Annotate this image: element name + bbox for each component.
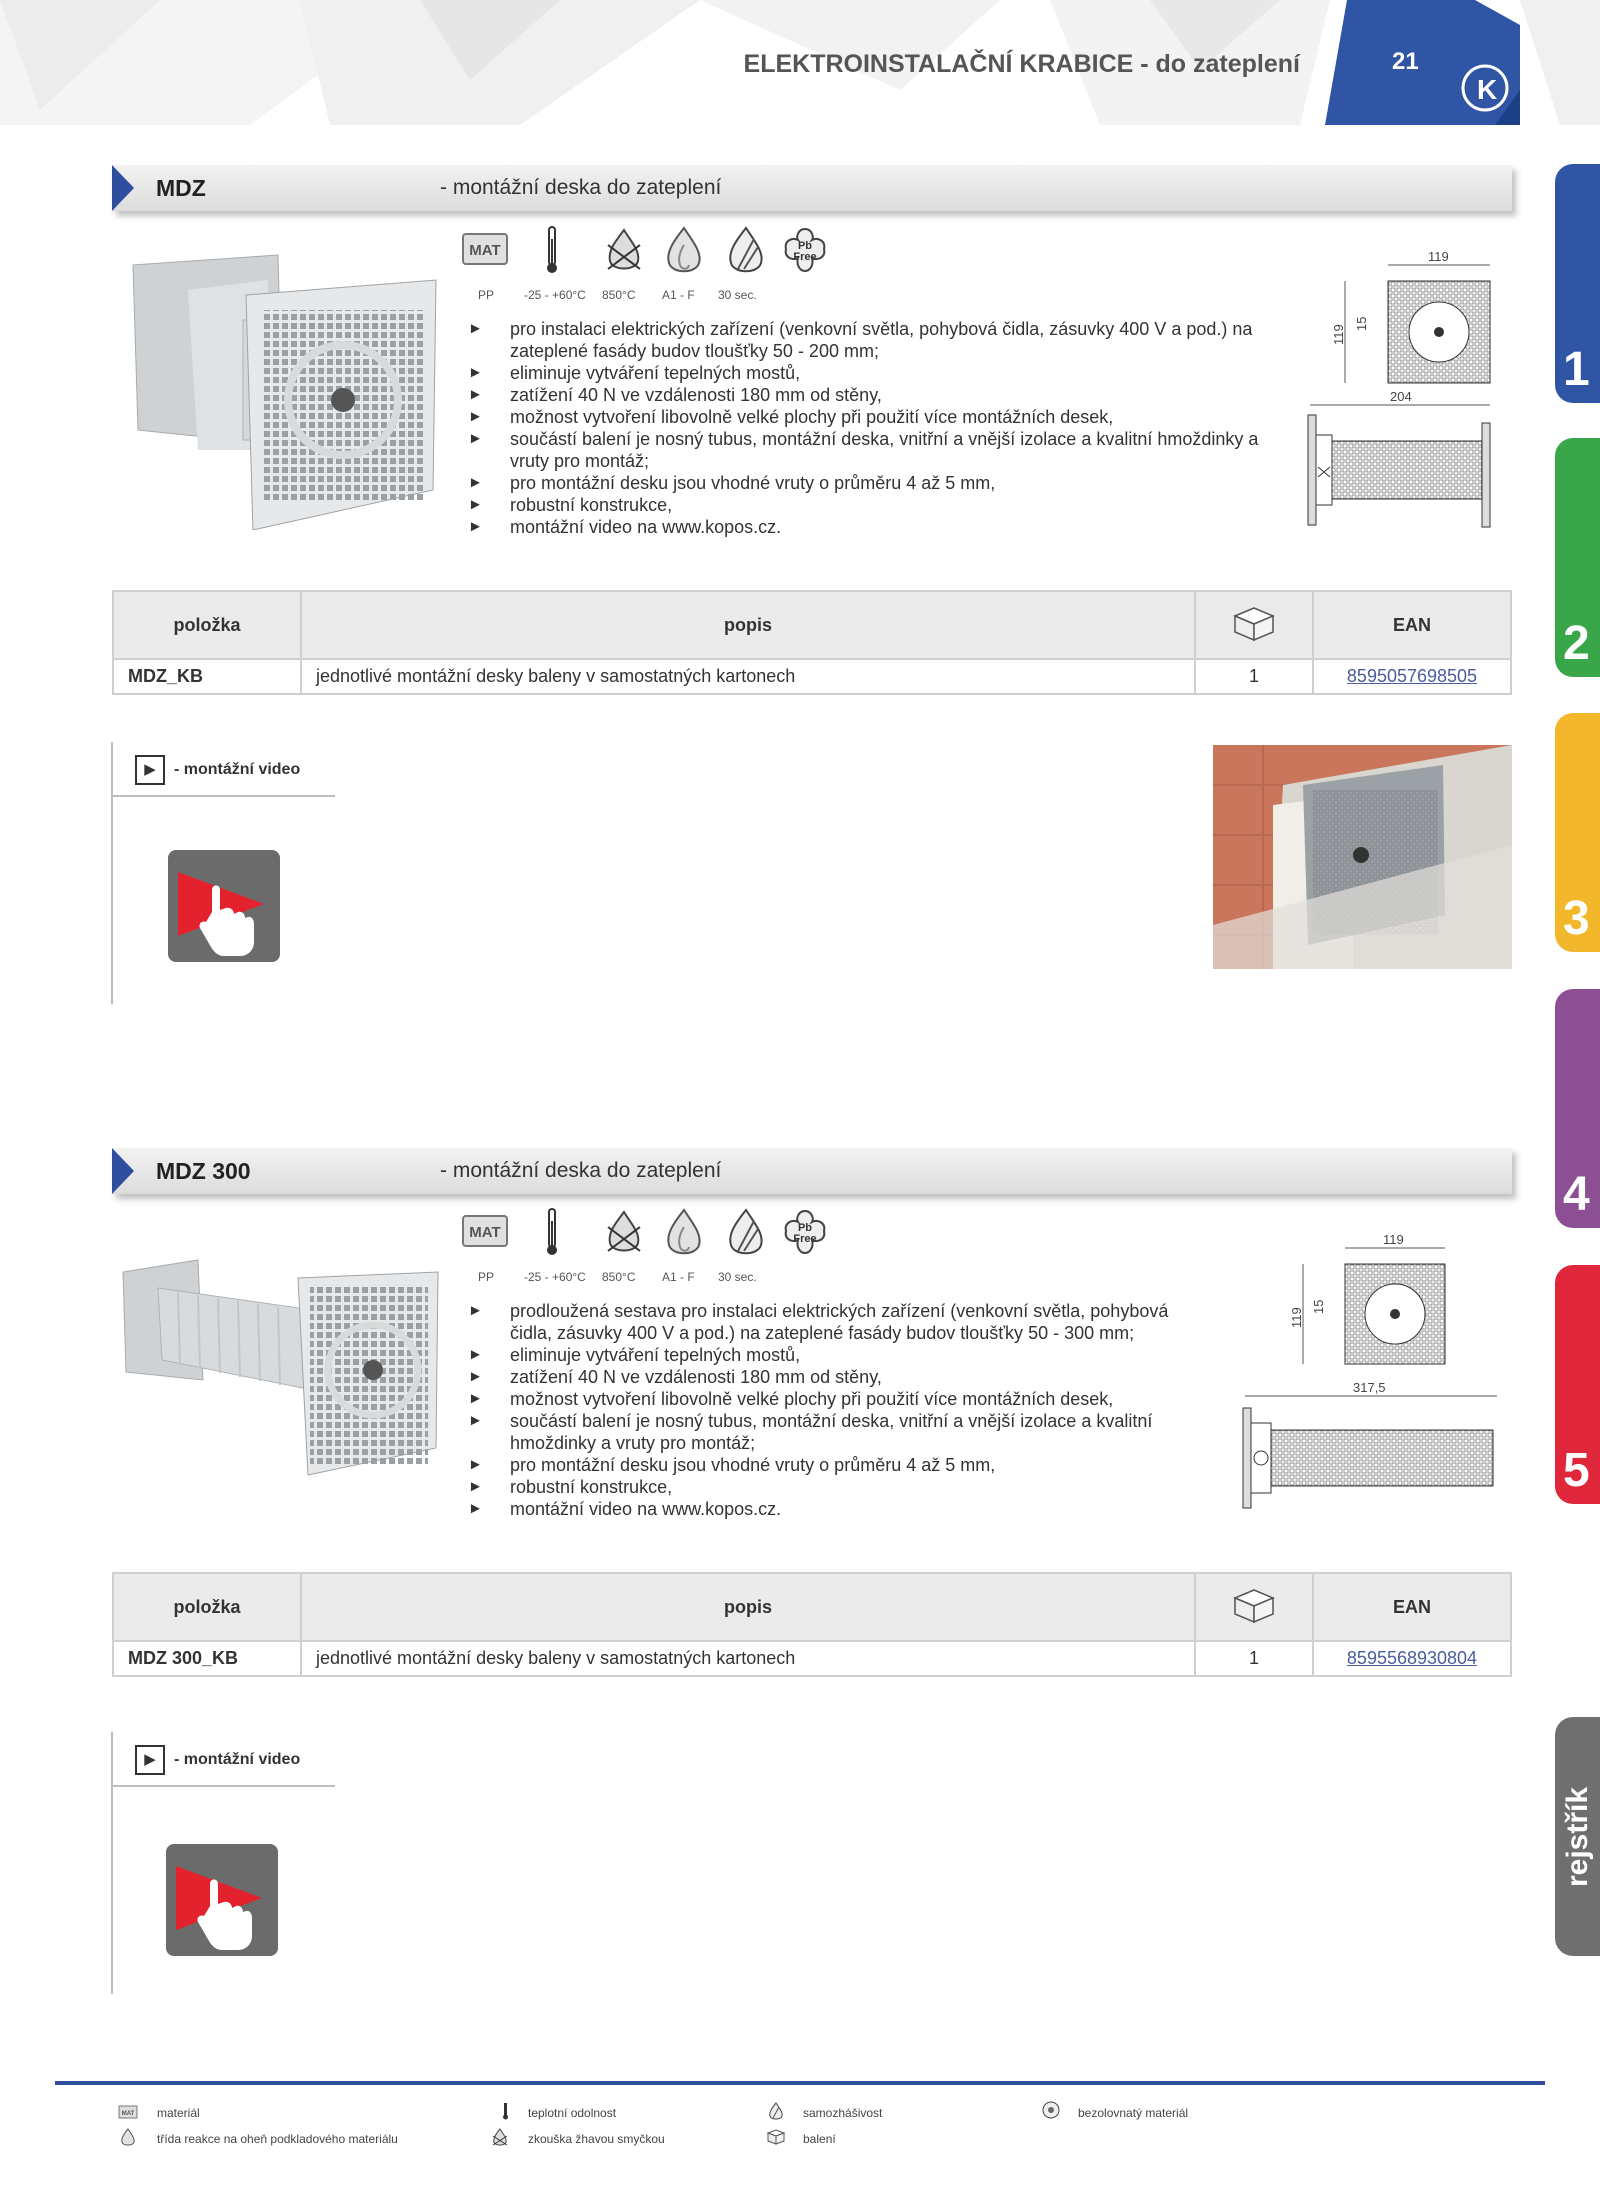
- flame-icon: [724, 225, 774, 275]
- icon-value: A1 - F: [662, 288, 695, 302]
- svg-text:119: 119: [1428, 249, 1449, 264]
- svg-text:MAT: MAT: [121, 2111, 135, 2117]
- tab-chapter-1[interactable]: [1555, 164, 1600, 403]
- video-block-border: [111, 1732, 113, 1994]
- svg-text:MAT: MAT: [469, 242, 501, 259]
- svg-text:15: 15: [1311, 1299, 1326, 1314]
- box-icon: [766, 2128, 786, 2146]
- item-code: MDZ_KB: [113, 659, 301, 694]
- feature-item: ► pro montážní desku jsou vhodné vruty o průměru 4 až 5 mm,: [468, 472, 1288, 494]
- legend-label: materiál: [157, 2106, 200, 2120]
- column-header-ean: EAN: [1313, 1573, 1511, 1641]
- page-title: ELEKTROINSTALAČNÍ KRABICE - do zateplení: [743, 50, 1300, 78]
- column-header-item: položka: [113, 591, 301, 659]
- video-label: - montážní video: [174, 1751, 301, 1768]
- item-code: MDZ 300_KB: [113, 1641, 301, 1676]
- section-arrow-icon: [112, 1148, 134, 1194]
- svg-text:Free: Free: [793, 1233, 817, 1245]
- tab-label: 4: [1563, 1168, 1590, 1221]
- tab-index[interactable]: [1555, 1717, 1600, 1956]
- tab-label: 1: [1563, 343, 1590, 396]
- product-description: - montážní deska do zateplení: [440, 176, 722, 199]
- table-header-row: [113, 1573, 1511, 1641]
- table-row: [113, 659, 1511, 694]
- feature-item: ► zatížení 40 N ve vzdálenosti 180 mm od stěny,: [468, 1366, 1208, 1388]
- feature-item: ► robustní konstrukce,: [468, 1476, 1208, 1498]
- legend-label: zkouška žhavou smyčkou: [528, 2132, 665, 2146]
- header-blue-corner: [1325, 0, 1520, 125]
- svg-text:317,5: 317,5: [1353, 1380, 1386, 1395]
- video-play-button[interactable]: [166, 1844, 278, 1956]
- page-number: 21: [1392, 48, 1419, 75]
- box-icon: [1231, 1586, 1277, 1624]
- item-quantity: 1: [1195, 1641, 1313, 1676]
- icon-value: 30 sec.: [718, 1270, 757, 1284]
- item-description: jednotlivé montážní desky baleny v samostatných kartonech: [301, 659, 1195, 694]
- feature-item: ► možnost vytvoření libovolně velké plochy při použití více montážních desek,: [468, 406, 1288, 428]
- feature-item: ► pro instalaci elektrických zařízení (venkovní světla, pohybová čidla, zásuvky 400 V a pod.) na zateplené fasády budov tloušťky 50 - 200 mm;: [468, 318, 1288, 362]
- technical-drawing-mdz-300: [1235, 1228, 1505, 1518]
- ean-link[interactable]: 8595568930804: [1346, 1648, 1478, 1668]
- column-header-ean: EAN: [1313, 591, 1511, 659]
- item-description: jednotlivé montážní desky baleny v samostatných kartonech: [301, 1641, 1195, 1676]
- legend-label: balení: [803, 2132, 836, 2146]
- technical-drawing-mdz: [1300, 245, 1505, 540]
- icon-value: 850°C: [602, 288, 636, 302]
- svg-text:Pb: Pb: [797, 1222, 813, 1234]
- pb-free-icon: [780, 1207, 830, 1257]
- tab-label: rejstřík: [1560, 1786, 1594, 1887]
- flame-reaction-icon: [662, 1207, 712, 1257]
- spec-icons: [462, 1207, 842, 1287]
- tab-chapter-5[interactable]: [1555, 1265, 1600, 1504]
- svg-text:MAT: MAT: [469, 1224, 501, 1241]
- feature-item: ► eliminuje vytváření tepelných mostů,: [468, 1344, 1208, 1366]
- feature-item: ► robustní konstrukce,: [468, 494, 1288, 516]
- column-header-packaging: [1195, 1573, 1313, 1641]
- tab-label: 2: [1563, 617, 1590, 670]
- legend-label: samozhášivost: [803, 2106, 883, 2120]
- glow-wire-icon: [602, 225, 652, 275]
- tab-label: 5: [1563, 1444, 1590, 1497]
- svg-text:119: 119: [1383, 1232, 1404, 1247]
- icon-value: PP: [478, 1270, 495, 1284]
- icon-value: A1 - F: [662, 1270, 695, 1284]
- video-block-border: [111, 742, 113, 1004]
- video-block-divider: [111, 1785, 335, 1787]
- ean-link[interactable]: 8595057698505: [1346, 666, 1478, 686]
- mat-icon: [118, 2103, 138, 2121]
- svg-text:K: K: [1477, 74, 1498, 105]
- icon-value: 30 sec.: [718, 288, 757, 302]
- feature-item: ► prodloužená sestava pro instalaci elektrických zařízení (venkovní světla, pohybová čidla, zásuvky 400 V a pod.) na zateplené fasády budov tloušťky 50 - 300 mm;: [468, 1300, 1208, 1344]
- tab-chapter-3[interactable]: [1555, 713, 1600, 952]
- product-code: MDZ: [156, 175, 206, 201]
- tab-chapter-2[interactable]: [1555, 438, 1600, 677]
- feature-item: ► součástí balení je nosný tubus, montážní deska, vnitřní a vnější izolace a kvalitní hmoždinky a vruty pro montáž;: [468, 1410, 1208, 1454]
- feature-item: ► montážní video na www.kopos.cz.: [468, 1498, 1208, 1520]
- icon-value: 850°C: [602, 1270, 636, 1284]
- glow-wire-icon: [602, 1207, 652, 1257]
- tab-label: 3: [1563, 892, 1590, 945]
- mat-icon: [462, 225, 512, 275]
- video-play-button[interactable]: [168, 850, 280, 962]
- flame-reaction-icon: [118, 2128, 138, 2146]
- svg-text:Pb: Pb: [797, 240, 813, 252]
- feature-list: [468, 1300, 1208, 1520]
- mat-icon: [462, 1207, 512, 1257]
- play-icon[interactable]: ▶: [135, 1745, 165, 1775]
- svg-text:15: 15: [1354, 316, 1369, 331]
- spec-icons: [462, 225, 842, 305]
- section-arrow-icon: [112, 165, 134, 211]
- product-table-mdz-300: [112, 1572, 1512, 1677]
- column-header-description: popis: [301, 1573, 1195, 1641]
- item-quantity: 1: [1195, 659, 1313, 694]
- thermometer-icon: [496, 2102, 516, 2120]
- flame-icon: [766, 2102, 786, 2120]
- table-header-row: [113, 591, 1511, 659]
- legend-label: teplotní odolnost: [528, 2106, 617, 2120]
- feature-item: ► pro montážní desku jsou vhodné vruty o průměru 4 až 5 mm,: [468, 1454, 1208, 1476]
- column-header-description: popis: [301, 591, 1195, 659]
- pb-free-icon: [1041, 2101, 1061, 2119]
- installation-photo: [1213, 745, 1512, 969]
- svg-text:Free: Free: [793, 251, 817, 263]
- feature-list: [468, 318, 1288, 538]
- legend-label: třída reakce na oheň podkladového materiálu: [157, 2132, 398, 2146]
- thermometer-icon: [542, 1207, 592, 1257]
- glow-wire-icon: [490, 2128, 510, 2146]
- column-header-item: položka: [113, 1573, 301, 1641]
- product-code: MDZ 300: [156, 1158, 251, 1184]
- pb-free-icon: [780, 225, 830, 275]
- feature-item: ► možnost vytvoření libovolně velké plochy při použití více montážních desek,: [468, 1388, 1208, 1410]
- flame-reaction-icon: [662, 225, 712, 275]
- svg-text:204: 204: [1390, 389, 1412, 404]
- feature-item: ► součástí balení je nosný tubus, montážní deska, vnitřní a vnější izolace a kvalitní hmoždinky a vruty pro montáž;: [468, 428, 1288, 472]
- icon-value: PP: [478, 288, 495, 302]
- feature-item: ► zatížení 40 N ve vzdálenosti 180 mm od stěny,: [468, 384, 1288, 406]
- thermometer-icon: [542, 225, 592, 275]
- footer-line: [55, 2081, 1545, 2085]
- product-header-mdz: [112, 165, 1512, 211]
- column-header-packaging: [1195, 591, 1313, 659]
- svg-text:119: 119: [1331, 324, 1346, 345]
- box-icon: [1231, 604, 1277, 642]
- feature-item: ► montážní video na www.kopos.cz.: [468, 516, 1288, 538]
- svg-text:119: 119: [1289, 1307, 1304, 1328]
- product-header-mdz-300: [112, 1148, 1512, 1194]
- icon-value: -25 - +60°C: [524, 1270, 586, 1284]
- product-description: - montážní deska do zateplení: [440, 1159, 722, 1182]
- feature-item: ► eliminuje vytváření tepelných mostů,: [468, 362, 1288, 384]
- product-photo-mdz-300: [118, 1250, 443, 1480]
- legend-label: bezolovnatý materiál: [1078, 2106, 1189, 2120]
- table-row: [113, 1641, 1511, 1676]
- video-block-divider: [111, 795, 335, 797]
- tab-chapter-4[interactable]: [1555, 989, 1600, 1228]
- product-photo-mdz: [128, 250, 440, 530]
- product-table-mdz: [112, 590, 1512, 695]
- video-label: - montážní video: [174, 761, 301, 778]
- flame-icon: [724, 1207, 774, 1257]
- play-icon[interactable]: ▶: [135, 755, 165, 785]
- icon-value: -25 - +60°C: [524, 288, 586, 302]
